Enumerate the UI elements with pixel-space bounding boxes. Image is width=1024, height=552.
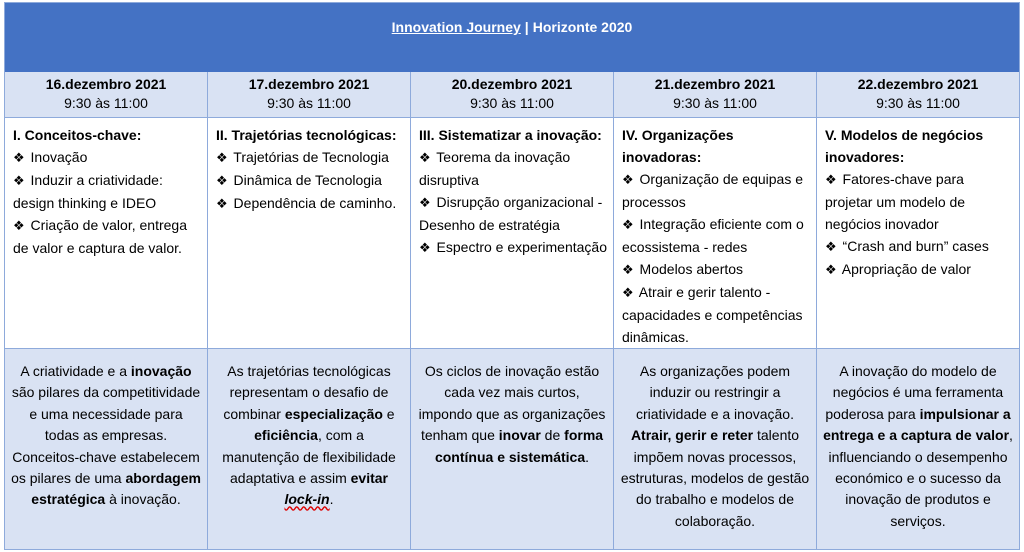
topic-bullet [825,235,1013,258]
summary-text: Os ciclos de inovação estão cada vez mais curtos, impondo que as organizações tenham que [418,363,606,444]
summary-emphasis: abordagem estratégica [31,470,201,508]
bullet-text: Integração eficiente com o ecossistema - redes [622,216,804,255]
summary-text: , influenciando o desempenho económico e o sucesso da inovação de produtos e serviços. [828,427,1013,529]
program-title: Innovation Journey [391,19,521,35]
summary-text: A criatividade e a [20,363,131,379]
summary-text: . [585,448,590,465]
topic-bullet [825,168,1013,235]
summary-text: As trajetórias tecnológicas representam o desafio de combinar [223,363,391,422]
bullet-text: Atrair e gerir talento - capacidades e competências dinâmicas. [622,284,803,345]
summary-text: A inovação do modelo de negócios é uma ferramenta poderosa para [825,363,1004,422]
session-summary [411,349,613,549]
diamond-bullet-icon: ❖ [13,150,25,165]
diamond-bullet-icon: ❖ [622,172,634,187]
summary-emphasis: evitar [350,470,388,487]
summary-text: As organizações podem induzir ou restringir a criatividade e a inovação. [636,363,794,422]
bullet-text: Dependência de caminho. [233,195,397,211]
session-topic-cell [614,118,816,349]
session-time: 9:30 às 11:00 [673,95,757,111]
bullet-text: Modelos abertos [639,261,744,277]
session-column [208,72,411,549]
summary-emphasis: eficiência [254,427,318,444]
bullet-text: Fatores-chave para projetar um modelo de negócios inovador [825,171,966,232]
session-summary [614,349,816,549]
session-summary [5,349,207,549]
session-summary [208,349,410,549]
summary-text: de [540,427,565,444]
session-topic-title: I. Conceitos-chave: [13,127,142,143]
session-topic-cell [411,118,613,349]
topic-bullet [13,214,201,259]
diamond-bullet-icon: ❖ [622,262,634,277]
session-topic-cell [817,118,1019,349]
topic-bullet [622,168,810,213]
summary-emphasis: Atrair, gerir e reter [630,427,754,444]
session-time: 9:30 às 11:00 [876,95,960,111]
session-topic-title: IV. Organizações inovadoras: [622,127,734,165]
topic-bullet [216,192,404,215]
bullet-text: Organização de equipas e processos [622,171,803,210]
summary-emphasis: lock-in [284,491,330,508]
bullet-text: Teorema da inovação disruptiva [419,149,571,188]
session-columns [5,72,1019,549]
title-separator: | [524,19,529,35]
summary-emphasis: impulsionar a entrega e a captura de valor [823,405,1011,444]
bullet-text: Dinâmica de Tecnologia [233,172,382,188]
summary-text: são pilares da competitividade e uma necessidade para todas as empresas. Conceitos-chave estabelecem os pilares de uma [11,384,201,487]
topic-bullet [825,258,1013,281]
diamond-bullet-icon: ❖ [216,173,228,188]
schedule-table [4,2,1020,550]
summary-text: talento impõem novas processos, estruturas, modelos de gestão do trabalho e modelos de colaboração. [620,427,810,529]
session-date-cell [411,72,613,118]
session-topic-title: V. Modelos de negócios inovadores: [825,127,984,165]
session-time: 9:30 às 11:00 [267,95,351,111]
topic-bullet [622,258,810,281]
session-topic-title: II. Trajetórias tecnológicas: [216,127,397,143]
title-bar [5,3,1019,72]
topic-bullet [419,146,607,191]
summary-emphasis: especialização [284,405,383,422]
session-date-cell [817,72,1019,118]
session-topic-title: III. Sistematizar a inovação: [419,127,602,143]
topic-bullet [622,213,810,258]
topic-bullet [622,281,810,348]
session-date: 17.dezembro 2021 [248,76,370,92]
diamond-bullet-icon: ❖ [419,195,431,210]
session-column [614,72,817,549]
topic-bullet [216,169,404,192]
session-date-cell [5,72,207,118]
session-date: 16.dezembro 2021 [45,76,167,92]
diamond-bullet-icon: ❖ [419,150,431,165]
session-summary [817,349,1019,549]
diamond-bullet-icon: ❖ [216,196,228,211]
bullet-text: “Crash and burn” cases [842,238,989,254]
session-topic-cell [208,118,410,349]
diamond-bullet-icon: ❖ [825,262,837,277]
topic-bullet [216,146,404,169]
topic-bullet [419,236,607,259]
topic-bullet [419,191,607,236]
diamond-bullet-icon: ❖ [825,239,837,254]
program-subtitle: Horizonte 2020 [532,19,633,35]
diamond-bullet-icon: ❖ [216,150,228,165]
diamond-bullet-icon: ❖ [419,240,431,255]
session-date-cell [208,72,410,118]
session-time: 9:30 às 11:00 [64,95,148,111]
session-date: 20.dezembro 2021 [451,76,573,92]
topic-bullet [13,169,201,214]
bullet-text: Criação de valor, entrega de valor e captura de valor. [13,217,187,256]
bullet-text: Inovação [30,149,88,165]
topic-bullet [13,146,201,169]
summary-text: . [329,491,334,508]
session-date: 22.dezembro 2021 [857,76,979,92]
summary-text: , com a manutenção de flexibilidade adaptativa e assim [222,427,396,487]
session-time: 9:30 às 11:00 [470,95,554,111]
session-column [5,72,208,549]
session-date: 21.dezembro 2021 [654,76,776,92]
bullet-text: Disrupção organizacional - Desenho de estratégia [419,194,603,233]
diamond-bullet-icon: ❖ [13,173,25,188]
bullet-text: Induzir a criatividade: design thinking e IDEO [13,172,163,211]
session-date-cell [614,72,816,118]
bullet-text: Trajetórias de Tecnologia [233,149,389,165]
diamond-bullet-icon: ❖ [13,218,25,233]
summary-text: e [382,405,395,422]
summary-emphasis: inovação [130,363,192,379]
session-column [817,72,1019,549]
diamond-bullet-icon: ❖ [622,285,634,300]
bullet-text: Apropriação de valor [841,261,971,277]
summary-emphasis: forma contínua e sistemática [434,427,604,465]
diamond-bullet-icon: ❖ [622,217,634,232]
session-topic-cell [5,118,207,349]
diamond-bullet-icon: ❖ [825,172,837,187]
bullet-text: Espectro e experimentação [436,239,607,255]
summary-emphasis: inovar [498,427,541,444]
summary-text: à inovação. [105,491,181,508]
session-column [411,72,614,549]
